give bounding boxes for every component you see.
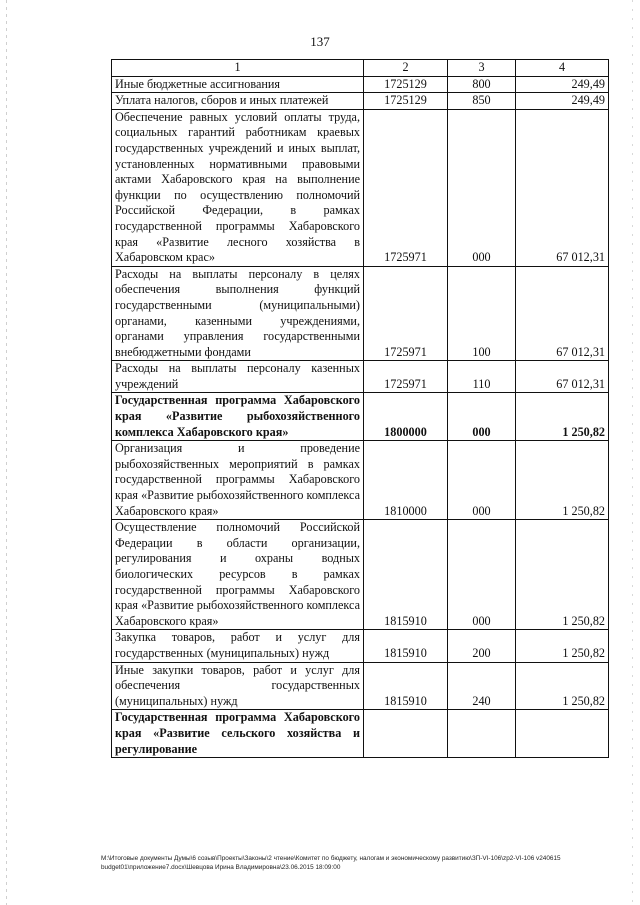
row-code-cell: 1810000 xyxy=(364,441,448,520)
table-row xyxy=(112,393,609,441)
row-sum-cell: 67 012,31 xyxy=(516,361,609,393)
row-code-cell: 1725971 xyxy=(364,109,448,266)
row-expense-type-cell: 200 xyxy=(448,630,516,662)
row-code-cell: 1800000 xyxy=(364,393,448,441)
row-name-cell: Обеспечение равных условий оплаты труда, социальных гарантий работникам краевых государственных учреждений и иных выплат, установленных нормативными правовыми актами Хабаровского края на выполнение функции по осуществлению полномочий Российской Федерации, в рамках государственной программы Хабаровского края «Развитие лесного хозяйства в Хабаровском крас» xyxy=(112,109,364,266)
row-name-cell: Иные закупки товаров, работ и услуг для обеспечения государственных (муниципальных) нужд xyxy=(112,662,364,710)
row-name-cell: Уплата налогов, сборов и иных платежей xyxy=(112,93,364,110)
table-row xyxy=(112,520,609,630)
row-code-cell: 1725129 xyxy=(364,93,448,110)
row-sum-cell: 1 250,82 xyxy=(516,393,609,441)
row-name-cell: Расходы на выплаты персоналу казенных учреждений xyxy=(112,361,364,393)
row-name-cell: Расходы на выплаты персоналу в целях обеспечения выполнения функций государственными (муниципальными) органами, казенными учреждениями, органами управления государственными внебюджетными фондами xyxy=(112,266,364,361)
row-sum-cell: 1 250,82 xyxy=(516,630,609,662)
scan-edge-left xyxy=(6,0,7,905)
table-row xyxy=(112,76,609,93)
row-code-cell: 1815910 xyxy=(364,662,448,710)
row-expense-type-cell: 100 xyxy=(448,266,516,361)
row-name-cell: Иные бюджетные ассигнования xyxy=(112,76,364,93)
table-row xyxy=(112,441,609,520)
row-expense-type-cell: 240 xyxy=(448,662,516,710)
row-sum-cell: 67 012,31 xyxy=(516,109,609,266)
table-row xyxy=(112,710,609,758)
row-code-cell: 1725971 xyxy=(364,266,448,361)
row-expense-type-cell: 110 xyxy=(448,361,516,393)
table-row xyxy=(112,109,609,266)
table-row xyxy=(112,662,609,710)
row-name-cell: Организация и проведение рыбохозяйственных мероприятий в рамках государственной программы Хабаровского края «Развитие рыбохозяйственного комплекса Хабаровского края» xyxy=(112,441,364,520)
row-sum-cell: 249,49 xyxy=(516,76,609,93)
row-code-cell: 1725971 xyxy=(364,361,448,393)
row-expense-type-cell: 000 xyxy=(448,520,516,630)
row-sum-cell: 1 250,82 xyxy=(516,441,609,520)
header-col-1: 1 xyxy=(112,60,364,77)
row-sum-cell: 1 250,82 xyxy=(516,662,609,710)
table-row xyxy=(112,266,609,361)
budget-table xyxy=(111,59,609,758)
footer-file-path: M:\Итоговые документы Думы\6 созыв\Проекты\Законы\2 чтение\Комитет по бюджету, налогам и экономическому развитию\ЗП-VI-106\zp2-VI-106 v240615 budget01\приложение7.docx\Шевцова Ирина Владимировна\23.06.2015 18:09:00 xyxy=(101,855,561,871)
row-name-cell: Государственная программа Хабаровского края «Развитие сельского хозяйства и регулирование xyxy=(112,710,364,758)
table-header-row xyxy=(112,60,609,77)
table-row xyxy=(112,630,609,662)
row-code-cell: 1725129 xyxy=(364,76,448,93)
row-code-cell xyxy=(364,710,448,758)
header-col-2: 2 xyxy=(364,60,448,77)
table-row xyxy=(112,93,609,110)
row-expense-type-cell: 000 xyxy=(448,441,516,520)
table-row xyxy=(112,361,609,393)
row-name-cell: Государственная программа Хабаровского края «Развитие рыбохозяйственного комплекса Хабаровского края» xyxy=(112,393,364,441)
header-col-4: 4 xyxy=(516,60,609,77)
row-name-cell: Осуществление полномочий Российской Федерации в области организации, регулирования и охраны водных биологических ресурсов в рамках государственной программы Хабаровского края «Развитие рыбохозяйственного комплекса Хабаровского края» xyxy=(112,520,364,630)
row-expense-type-cell: 850 xyxy=(448,93,516,110)
row-expense-type-cell: 000 xyxy=(448,393,516,441)
row-sum-cell: 249,49 xyxy=(516,93,609,110)
page-number: 137 xyxy=(310,34,330,49)
row-sum-cell xyxy=(516,710,609,758)
header-col-3: 3 xyxy=(448,60,516,77)
row-expense-type-cell xyxy=(448,710,516,758)
row-code-cell: 1815910 xyxy=(364,520,448,630)
row-expense-type-cell: 800 xyxy=(448,76,516,93)
row-sum-cell: 67 012,31 xyxy=(516,266,609,361)
row-sum-cell: 1 250,82 xyxy=(516,520,609,630)
row-code-cell: 1815910 xyxy=(364,630,448,662)
row-name-cell: Закупка товаров, работ и услуг для государственных (муниципальных) нужд xyxy=(112,630,364,662)
row-expense-type-cell: 000 xyxy=(448,109,516,266)
scan-edge-right xyxy=(632,0,633,905)
